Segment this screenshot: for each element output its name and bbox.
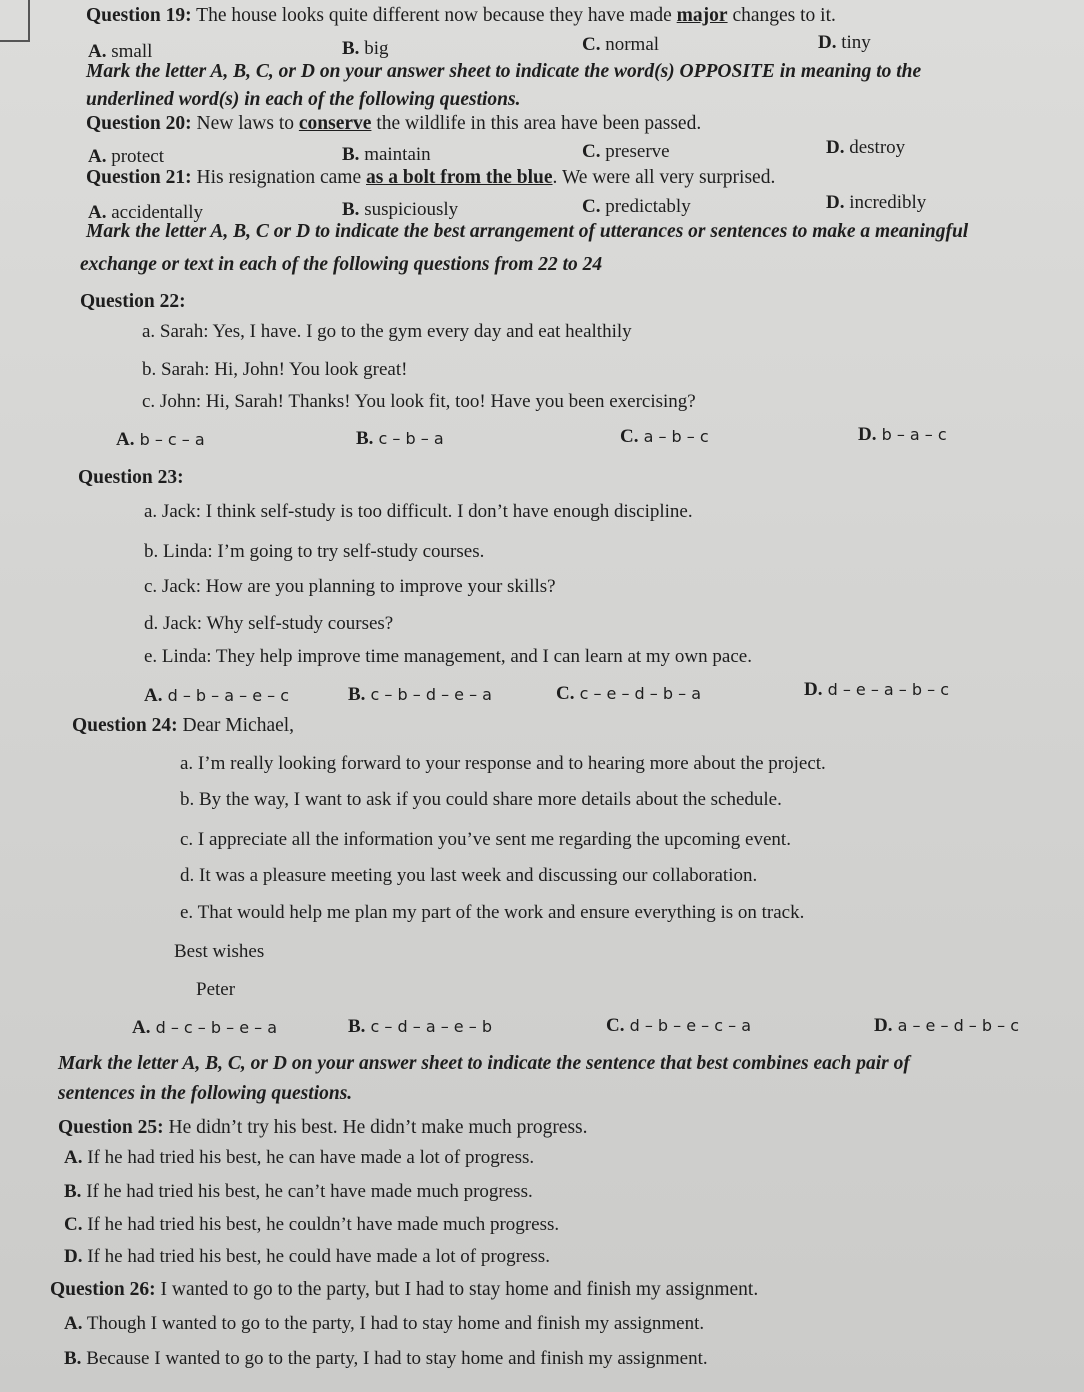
question-22-heading: Question 22: bbox=[80, 291, 186, 312]
question-number: Question 26: bbox=[50, 1279, 156, 1300]
question-25-stem: Question 25: He didn’t try his best. He didn’t make much progress. bbox=[58, 1117, 588, 1138]
q20-option-c[interactable]: C. preserve bbox=[582, 141, 670, 162]
q21-option-d[interactable]: D. incredibly bbox=[826, 192, 927, 213]
q22-option-c[interactable]: C. a – b – c bbox=[620, 426, 709, 447]
q22-option-b[interactable]: B. c – b – a bbox=[356, 428, 444, 449]
question-23-heading: Question 23: bbox=[78, 467, 184, 488]
q23-utterance-c: c. Jack: How are you planning to improve your skills? bbox=[144, 576, 556, 597]
q19-option-c[interactable]: C. normal bbox=[582, 34, 660, 55]
q22-option-a[interactable]: A. b – c – a bbox=[116, 429, 205, 450]
underlined-word: conserve bbox=[298, 113, 372, 134]
q24-option-c[interactable]: C. d – b – e – c – a bbox=[606, 1015, 752, 1036]
letter-salutation: Dear Michael, bbox=[177, 715, 295, 736]
directions-combine-line2: sentences in the following questions. bbox=[58, 1083, 353, 1104]
question-number: Question 25: bbox=[58, 1117, 164, 1138]
q20-option-d[interactable]: D. destroy bbox=[826, 137, 906, 158]
q21-option-b[interactable]: B. suspiciously bbox=[342, 199, 459, 220]
q26-option-b[interactable]: B. Because I wanted to go to the party, I had to stay home and finish my assignment. bbox=[64, 1348, 708, 1369]
corner-mark bbox=[0, 0, 30, 42]
question-number: Question 19: bbox=[86, 5, 192, 26]
q26-option-a[interactable]: A. Though I wanted to go to the party, I had to stay home and finish my assignment. bbox=[64, 1313, 705, 1334]
q23-option-d[interactable]: D. d – e – a – b – c bbox=[804, 679, 950, 700]
q19-option-b[interactable]: B. big bbox=[342, 38, 389, 59]
q25-option-b[interactable]: B. If he had tried his best, he can’t have made much progress. bbox=[64, 1181, 533, 1202]
q23-utterance-d: d. Jack: Why self-study courses? bbox=[144, 613, 394, 634]
q24-option-a[interactable]: A. d – c – b – e – a bbox=[132, 1017, 278, 1038]
q23-utterance-e: e. Linda: They help improve time management, and I can learn at my own pace. bbox=[144, 646, 752, 667]
q24-option-b[interactable]: B. c – d – a – e – b bbox=[348, 1016, 492, 1037]
q23-utterance-b: b. Linda: I’m going to try self-study courses. bbox=[144, 541, 485, 562]
q23-option-a[interactable]: A. d – b – a – e – c bbox=[144, 685, 290, 706]
q25-option-d[interactable]: D. If he had tried his best, he could have made a lot of progress. bbox=[64, 1246, 550, 1267]
q23-option-c[interactable]: C. c – e – d – b – a bbox=[556, 683, 702, 704]
question-21-stem: Question 21: His resignation came as a bolt from the blue. We were all very surprised. bbox=[86, 167, 776, 188]
directions-arrange-line2: exchange or text in each of the following questions from 22 to 24 bbox=[80, 254, 603, 275]
question-19-stem: Question 19: The house looks quite different now because they have made major changes to it. bbox=[86, 5, 836, 26]
q25-option-a[interactable]: A. If he had tried his best, he can have made a lot of progress. bbox=[64, 1147, 535, 1168]
question-24-heading bbox=[72, 714, 294, 738]
question-number: Question 21: bbox=[86, 167, 192, 188]
underlined-word: major bbox=[676, 5, 728, 26]
question-26-stem: Question 26: I wanted to go to the party, but I had to stay home and finish my assignment. bbox=[50, 1279, 759, 1300]
q21-option-c[interactable]: C. predictably bbox=[582, 196, 691, 217]
directions-opposite-line1: Mark the letter A, B, C, or D on your answer sheet to indicate the word(s) OPPOSITE in meaning to the bbox=[86, 61, 922, 82]
letter-closing: Best wishes bbox=[174, 941, 265, 962]
q24-sentence-d: d. It was a pleasure meeting you last week and discussing our collaboration. bbox=[180, 865, 758, 886]
q24-sentence-b: b. By the way, I want to ask if you could share more details about the schedule. bbox=[180, 789, 782, 810]
q22-utterance-b: b. Sarah: Hi, John! You look great! bbox=[142, 359, 408, 380]
underlined-phrase: as a bolt from the blue bbox=[366, 167, 553, 188]
q22-option-d[interactable]: D. b – a – c bbox=[858, 424, 947, 445]
q22-utterance-c: c. John: Hi, Sarah! Thanks! You look fit, too! Have you been exercising? bbox=[142, 391, 696, 412]
q24-sentence-c: c. I appreciate all the information you’ve sent me regarding the upcoming event. bbox=[180, 829, 791, 850]
q24-sentence-e: e. That would help me plan my part of the work and ensure everything is on track. bbox=[180, 902, 805, 923]
q19-option-d[interactable]: D. tiny bbox=[818, 32, 871, 53]
letter-signature: Peter bbox=[196, 979, 236, 1000]
q25-option-c[interactable]: C. If he had tried his best, he couldn’t have made much progress. bbox=[64, 1214, 560, 1235]
q20-option-a[interactable]: A. protect bbox=[88, 146, 164, 167]
q24-sentence-a: a. I’m really looking forward to your response and to hearing more about the project. bbox=[180, 753, 826, 774]
q23-utterance-a: a. Jack: I think self-study is too difficult. I don’t have enough discipline. bbox=[144, 501, 693, 522]
q19-option-a[interactable]: A. small bbox=[88, 41, 153, 62]
directions-combine-line1: Mark the letter A, B, C, or D on your answer sheet to indicate the sentence that best combines each pair of bbox=[58, 1053, 910, 1074]
q21-option-a[interactable]: A. accidentally bbox=[88, 202, 204, 223]
q20-option-b[interactable]: B. maintain bbox=[342, 144, 431, 165]
q22-utterance-a: a. Sarah: Yes, I have. I go to the gym every day and eat healthily bbox=[142, 321, 632, 342]
question-number: Question 24: bbox=[72, 715, 178, 736]
question-number: Question 20: bbox=[86, 113, 192, 134]
question-20-stem: Question 20: New laws to conserve the wildlife in this area have been passed. bbox=[86, 113, 702, 134]
directions-arrange-line1: Mark the letter A, B, C or D to indicate the best arrangement of utterances or sentences to make a meaningful bbox=[86, 221, 969, 242]
q24-option-d[interactable]: D. a – e – d – b – c bbox=[874, 1015, 1020, 1036]
q23-option-b[interactable]: B. c – b – d – e – a bbox=[348, 684, 492, 705]
directions-opposite-line2: underlined word(s) in each of the following questions. bbox=[86, 89, 521, 110]
